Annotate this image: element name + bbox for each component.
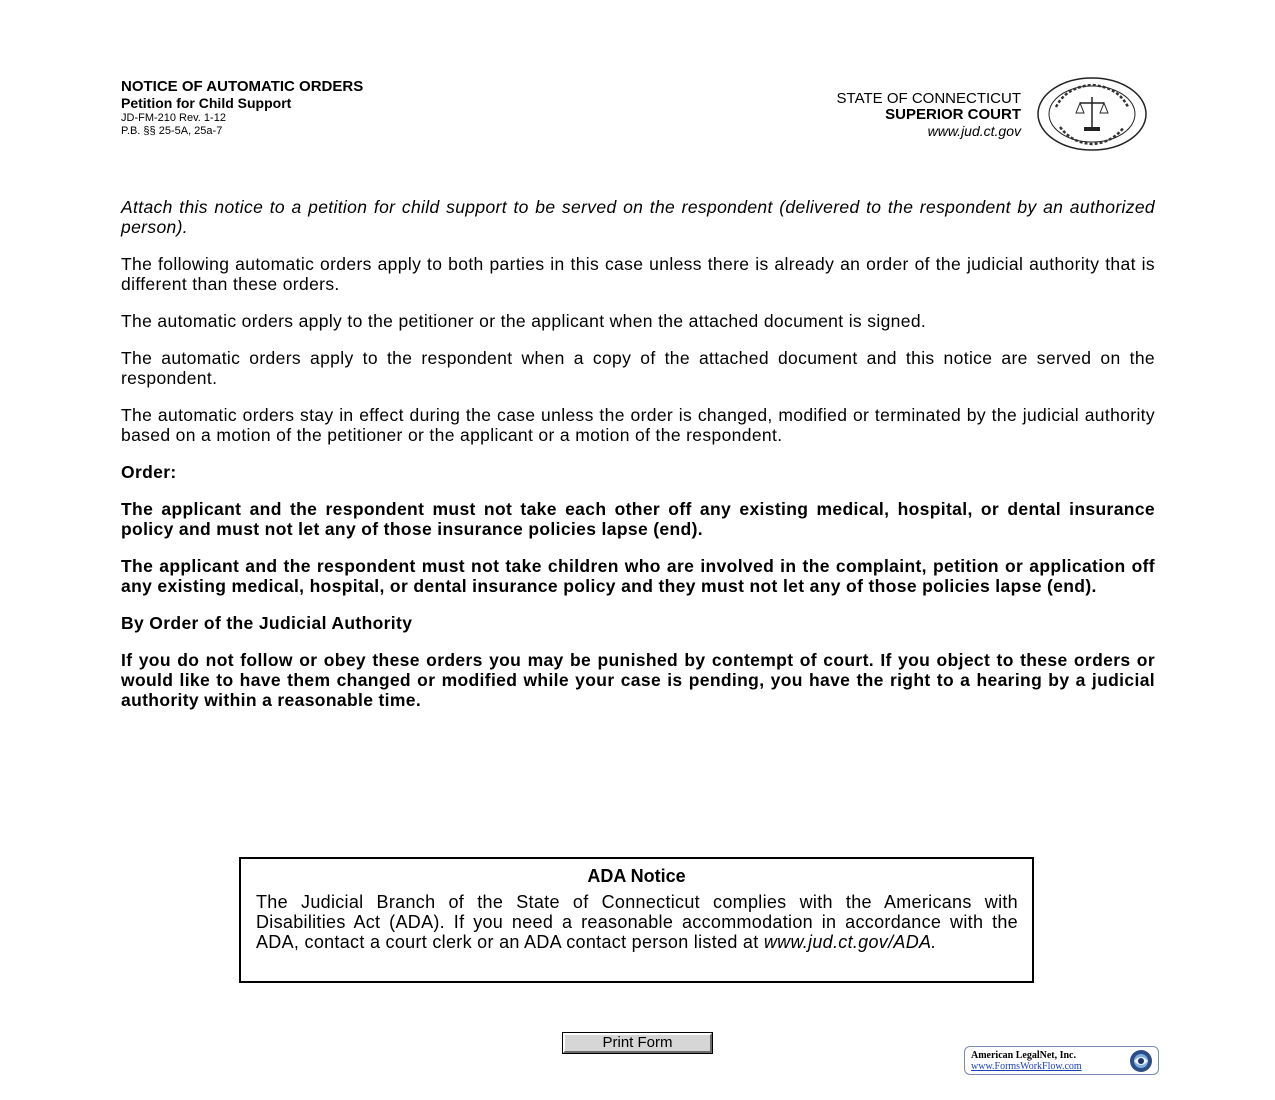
practice-book-reference: P.B. §§ 25-5A, 25a-7 <box>121 125 223 137</box>
court-seal-icon <box>1036 77 1148 151</box>
print-form-button[interactable]: Print Form <box>563 1033 712 1053</box>
contempt-warning: If you do not follow or obey these orders you may be punished by contempt of court. If you object to these orders or would like to have them changed or modified while your case is pending, you have the right to a hearing by a judicial authority within a reasonable time. <box>121 650 1155 710</box>
form-number: JD-FM-210 Rev. 1-12 <box>121 112 226 124</box>
vendor-link[interactable]: www.FormsWorkFlow.com <box>971 1061 1082 1072</box>
form-header <box>121 78 363 138</box>
notice-body <box>121 197 1155 727</box>
ada-link[interactable]: www.jud.ct.gov/ADA. <box>763 932 937 952</box>
paragraph-1: The following automatic orders apply to both parties in this case unless there is already an order of the judicial authority that is different than these orders. <box>121 254 1155 294</box>
paragraph-4: The automatic orders stay in effect during the case unless the order is changed, modified or terminated by the judicial authority based on a motion of the petitioner or the applicant or a motion of the respondent. <box>121 405 1155 445</box>
court-name: SUPERIOR COURT <box>885 106 1021 123</box>
state-name: STATE OF CONNECTICUT <box>836 90 1021 107</box>
form-title: NOTICE OF AUTOMATIC ORDERS <box>121 78 364 95</box>
paragraph-3: The automatic orders apply to the respondent when a copy of the attached document and this notice are served on the respondent. <box>121 348 1155 388</box>
ada-notice-text <box>256 892 1018 952</box>
ada-notice-title: ADA Notice <box>587 866 686 886</box>
order-2: The applicant and the respondent must not take children who are involved in the complaint, petition or application off any existing medical, hospital, or dental insurance policy and they must not let any of those policies lapse (end). <box>121 556 1155 596</box>
order-1: The applicant and the respondent must not take each other off any existing medical, hospital, or dental insurance policy and must not let any of those insurance policies lapse (end). <box>121 499 1155 539</box>
globe-icon <box>1128 1049 1154 1073</box>
court-header <box>837 91 1021 139</box>
ada-notice-body: The Judicial Branch of the State of Connecticut complies with the Americans with Disabilities Act (ADA). If you need a reasonable accommodation in accordance with the ADA, contact a court clerk or an ADA contact person listed at <box>256 892 1018 952</box>
paragraph-2: The automatic orders apply to the petitioner or the applicant when the attached document is signed. <box>121 311 927 331</box>
vendor-name: American LegalNet, Inc. <box>971 1050 1076 1061</box>
intro-paragraph: Attach this notice to a petition for child support to be served on the respondent (delivered to the respondent by an authorized person). <box>121 197 1155 237</box>
court-website: www.jud.ct.gov <box>927 123 1021 139</box>
american-legalnet-badge[interactable] <box>964 1046 1159 1075</box>
ada-notice-box <box>239 857 1034 983</box>
form-subtitle: Petition for Child Support <box>121 95 292 111</box>
order-heading: Order: <box>121 462 177 482</box>
by-order-line: By Order of the Judicial Authority <box>121 613 413 633</box>
